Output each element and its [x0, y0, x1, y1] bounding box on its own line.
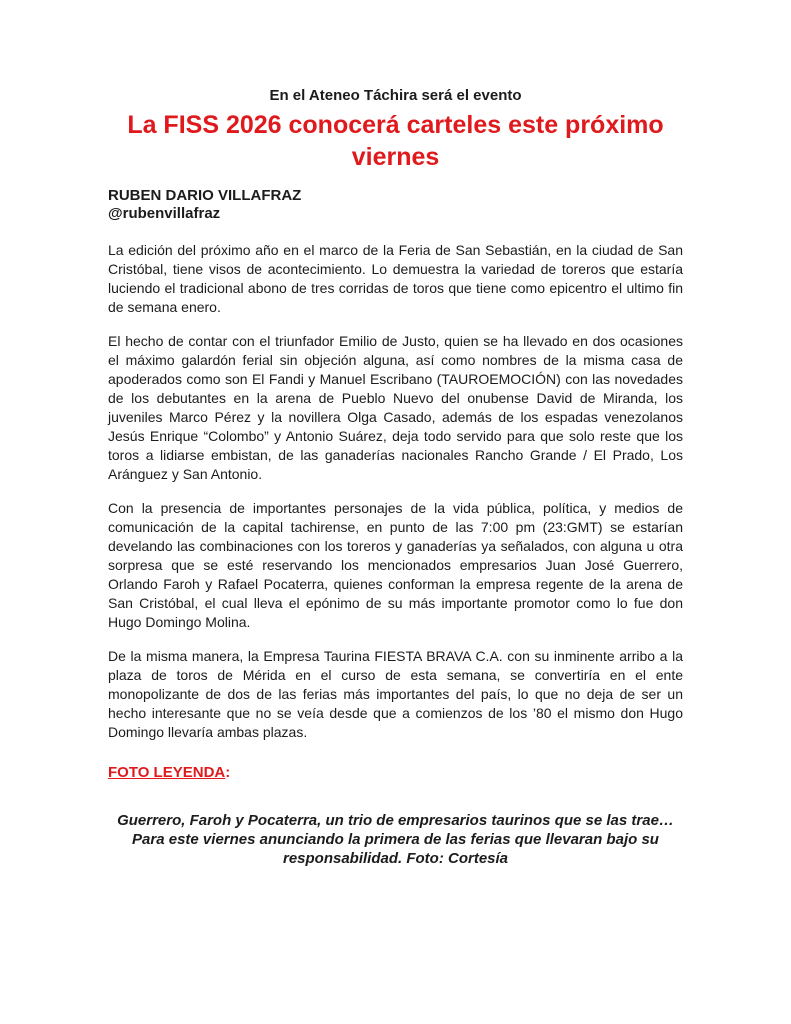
- body-paragraph-3: Con la presencia de importantes personajes de la vida pública, política, y medios de comunicación de la capital tachirense, en punto de las 7:00 pm (23:GMT) se estarían develando las combinaciones con los toreros y ganaderías ya señalados, con alguna u otra sorpresa que se esté reservando los mencionados empresarios Juan José Guerrero, Orlando Faroh y Rafael Pocaterra, quienes conforman la empresa regente de la arena de San Cristóbal, el cual lleva el epónimo de su más importante promotor como lo fue don Hugo Domingo Molina.: [108, 500, 683, 630]
- article-headline: La FISS 2026 conocerá carteles este próximo viernes: [127, 111, 664, 171]
- foto-leyenda-heading: [108, 764, 683, 781]
- body-paragraph-4: De la misma manera, la Empresa Taurina FIESTA BRAVA C.A. con su inminente arribo a la plaza de toros de Mérida en el curso de esta semana, se convertiría en el ente monopolizante de dos de las ferias más importantes del país, lo que no deja de ser un hecho interesante que no se veía desde que a comienzos de los ’80 el mismo don Hugo Domingo llevaría ambas plazas.: [108, 648, 683, 740]
- body-paragraph-2: El hecho de contar con el triunfador Emilio de Justo, quien se ha llevado en dos ocasiones el máximo galardón ferial sin objeción alguna, así como nombres de la misma casa de apoderados como son El Fandi y Manuel Escribano (TAUROEMOCIÓN) con las novedades de los debutantes en la arena de Pueblo Nuevo del onubense David de Miranda, los juveniles Marco Pérez y la novillera Olga Casado, además de los espadas venezolanos Jesús Enrique “Colombo” y Antonio Suárez, deja todo servido para que solo reste que los toros a lidiarse embistan, de las ganaderías nacionales Rancho Grande / El Prado, Los Aránguez y San Antonio.: [108, 333, 683, 482]
- kicker-line: En el Ateneo Táchira será el evento: [269, 87, 522, 104]
- byline-block: [108, 187, 683, 223]
- byline-author: RUBEN DARIO VILLAFRAZ: [108, 187, 302, 204]
- body-paragraph-1: La edición del próximo año en el marco de la Feria de San Sebastián, en la ciudad de San Cristóbal, tiene visos de acontecimiento. Lo demuestra la variedad de toreros que estaría luciendo el tradicional abono de tres corridas de toros que tiene como epicentro el ultimo fin de semana enero.: [108, 242, 683, 315]
- foto-leyenda-label: FOTO LEYENDA: [108, 764, 226, 781]
- photo-caption: Guerrero, Faroh y Pocaterra, un trio de empresarios taurinos que se las trae… Para este viernes anunciando la primera de las ferias que llevaran bajo su responsabilidad. Foto: Cortesía: [117, 812, 674, 867]
- foto-leyenda-colon: :: [225, 764, 231, 781]
- byline-handle: @rubenvillafraz: [108, 205, 221, 222]
